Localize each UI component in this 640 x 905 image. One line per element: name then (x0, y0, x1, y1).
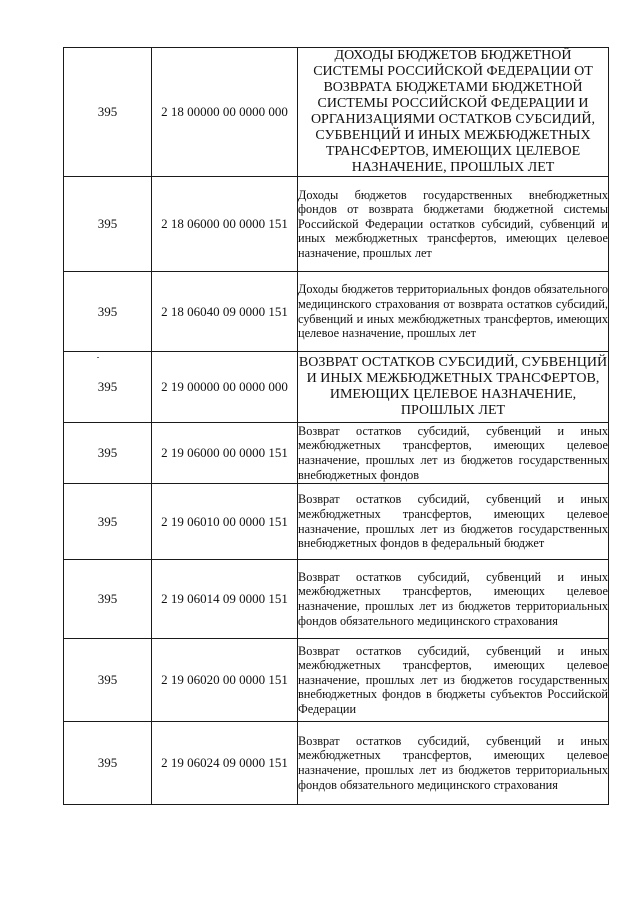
table-row (64, 560, 609, 639)
revenue-name-text: Возврат остатков субсидий, субвенций и иных межбюджетных трансфертов, имеющих целевое назначение, прошлых лет из бюджетов государственных внебюджетных фондов в федеральный бюджет (298, 492, 608, 551)
budget-revenue-table (63, 47, 609, 805)
revenue-name-cell (298, 423, 609, 484)
admin-code-cell: 395 (64, 560, 152, 639)
revenue-name-text: Возврат остатков субсидий, субвенций и иных межбюджетных трансфертов, имеющих целевое назначение, прошлых лет из бюджетов государственных внебюджетных фондов (298, 423, 608, 482)
admin-code-cell: 395 (64, 272, 152, 352)
admin-code-cell: 395 (64, 484, 152, 560)
budget-classification-code-cell: 2 18 00000 00 0000 000 (152, 48, 298, 177)
budget-classification-code-cell: 2 19 06024 09 0000 151 (152, 722, 298, 805)
budget-classification-code-cell: 2 19 06000 00 0000 151 (152, 423, 298, 484)
revenue-name-text: Возврат остатков субсидий, субвенций и иных межбюджетных трансфертов, имеющих целевое назначение, прошлых лет из бюджетов государственных внебюджетных фондов в бюджеты субъектов Российской Федерации (298, 643, 608, 716)
budget-classification-code-cell: 2 19 00000 00 0000 000 (152, 352, 298, 423)
revenue-name-text: Доходы бюджетов территориальных фондов обязательного медицинского страхования от возврата остатков субсидий, субвенций и иных межбюджетных трансфертов, имеющих целевое назначение, прошлых лет (298, 282, 608, 341)
admin-code-cell: 395 (64, 639, 152, 722)
revenue-name-cell (298, 48, 609, 177)
revenue-name-text: Возврат остатков субсидий, субвенций и иных межбюджетных трансфертов, имеющих целевое назначение, прошлых лет из бюджетов территориальных фондов обязательного медицинского страхования (298, 569, 608, 628)
revenue-name-cell (298, 352, 609, 423)
revenue-name-cell (298, 272, 609, 352)
budget-classification-code-cell: 2 18 06040 09 0000 151 (152, 272, 298, 352)
scan-speck (97, 357, 99, 358)
table-row (64, 639, 609, 722)
admin-code-cell: 395 (64, 722, 152, 805)
revenue-name-heading-text: ДОХОДЫ БЮДЖЕТОВ БЮДЖЕТНОЙ СИСТЕМЫ РОССИЙСКОЙ ФЕДЕРАЦИИ ОТ ВОЗВРАТА БЮДЖЕТАМИ БЮДЖЕТНОЙ СИСТЕМЫ РОССИЙСКОЙ ФЕДЕРАЦИИ И ОРГАНИЗАЦИЯМИ ОСТАТКОВ СУБСИДИЙ, СУБВЕНЦИЙ И ИНЫХ МЕЖБЮДЖЕТНЫХ ТРАНСФЕРТОВ, ИМЕЮЩИХ ЦЕЛЕВОЕ НАЗНАЧЕНИЕ, ПРОШЛЫХ ЛЕТ (310, 48, 596, 175)
admin-code-cell: 395 (64, 48, 152, 177)
table-row (64, 177, 609, 272)
revenue-name-text: Доходы бюджетов государственных внебюджетных фондов от возврата бюджетами бюджетной системы Российской Федерации остатков субсидий, субвенций и иных межбюджетных трансфертов, имеющих целевое назначение, прошлых лет (298, 187, 608, 260)
revenue-name-cell (298, 722, 609, 805)
table-row (64, 423, 609, 484)
revenue-name-heading-text: ВОЗВРАТ ОСТАТКОВ СУБСИДИЙ, СУБВЕНЦИЙ И ИНЫХ МЕЖБЮДЖЕТНЫХ ТРАНСФЕРТОВ, ИМЕЮЩИХ ЦЕЛЕВОЕ НАЗНАЧЕНИЕ, ПРОШЛЫХ ЛЕТ (298, 355, 608, 418)
table-row (64, 48, 609, 177)
revenue-name-cell (298, 484, 609, 560)
table-row (64, 352, 609, 423)
table-row (64, 722, 609, 805)
table-row (64, 484, 609, 560)
budget-classification-code-cell: 2 19 06020 00 0000 151 (152, 639, 298, 722)
budget-classification-code-cell: 2 19 06010 00 0000 151 (152, 484, 298, 560)
revenue-name-cell (298, 560, 609, 639)
table-row (64, 272, 609, 352)
admin-code-cell: 395 (64, 177, 152, 272)
budget-classification-code-cell: 2 19 06014 09 0000 151 (152, 560, 298, 639)
revenue-name-cell (298, 177, 609, 272)
budget-classification-code-cell: 2 18 06000 00 0000 151 (152, 177, 298, 272)
admin-code-cell: 395 (64, 352, 152, 423)
revenue-name-text: Возврат остатков субсидий, субвенций и иных межбюджетных трансфертов, имеющих целевое назначение, прошлых лет из бюджетов территориальных фондов обязательного медицинского страхования (298, 733, 608, 792)
revenue-name-cell (298, 639, 609, 722)
admin-code-cell: 395 (64, 423, 152, 484)
